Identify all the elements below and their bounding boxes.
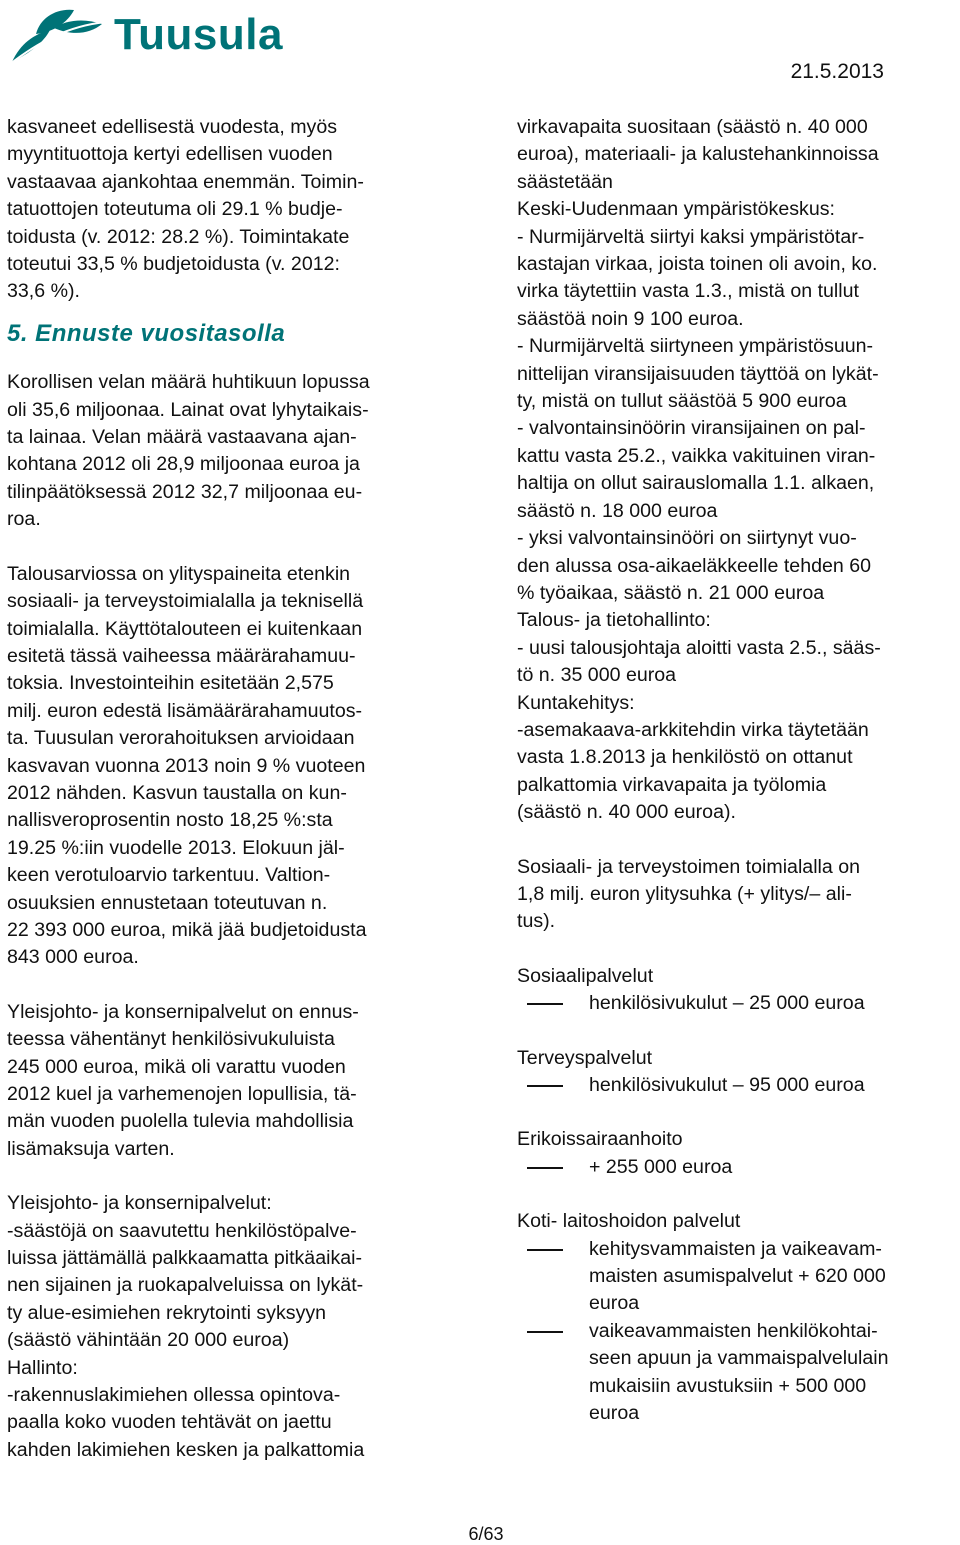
- text-line: Yleisjohto- ja konsernipalvelut on ennus-: [7, 1000, 359, 1023]
- text-line: luissa jättämällä palkkaamatta pitkäaikai-: [7, 1247, 363, 1270]
- text-line: ta. Tuusulan verorahoituksen arvioidaan: [7, 727, 355, 750]
- admin-forecast-paragraph: [7, 999, 449, 1163]
- text-line: Korollisen velan määrä huhtikuun lopussa: [7, 371, 370, 394]
- text-line: teessa vähentänyt henkilösivukuluista: [7, 1028, 335, 1051]
- text-line: Keski-Uudenmaan ympäristökeskus:: [517, 198, 835, 221]
- text-line: 1,8 milj. euron ylitysuhka (+ ylitys/– ali-: [517, 882, 852, 905]
- text-line: -säästöjä on saavutettu henkilöstöpalve-: [7, 1219, 357, 1242]
- page-header: [0, 0, 960, 100]
- text-line: sosiaali- ja terveystoimialalla ja teknisellä: [7, 590, 364, 613]
- text-line: kahden lakimiehen kesken ja palkattomia: [7, 1438, 365, 1461]
- text-line: nallisveroprosentin nosto 18,25 %:sta: [7, 809, 333, 832]
- dash-bullet-icon: [527, 1331, 563, 1333]
- text-line: Yleisjohto- ja konsernipalvelut:: [7, 1192, 272, 1215]
- text-line: Sosiaali- ja terveystoimen toimialalla on: [517, 855, 861, 878]
- section-title: Erikoissairaanhoito: [517, 1128, 683, 1151]
- text-line: vaikeavammaisten henkilökohtai-: [589, 1319, 878, 1342]
- text-line: -asemakaava-arkkitehdin virka täytetään: [517, 718, 869, 741]
- right-column: [517, 114, 953, 1427]
- dash-list-item: [517, 990, 953, 1017]
- text-line: euroa: [589, 1402, 640, 1425]
- text-line: Hallinto:: [7, 1356, 78, 1379]
- text-line: Kuntakehitys:: [517, 691, 635, 714]
- text-line: 843 000 euroa.: [7, 946, 139, 969]
- text-line: kastajan virkaa, joista toinen oli avoin, ko.: [517, 253, 878, 276]
- text-line: haltija on ollut sairauslomalla 1.1. alkaen,: [517, 472, 875, 495]
- budget-paragraph: [7, 561, 449, 972]
- dash-bullet-icon: [527, 1003, 563, 1005]
- text-line: Talous- ja tietohallinto:: [517, 609, 711, 632]
- page-number: 6/63: [468, 1524, 504, 1544]
- text-line: euroa), materiaali- ja kalustehankinnoissa: [517, 143, 879, 166]
- section-specialist-care: [517, 1126, 953, 1181]
- text-line: 245 000 euroa, mikä oli varattu vuoden: [7, 1055, 346, 1078]
- text-line: män vuoden puolella tulevia mahdollisia: [7, 1110, 354, 1133]
- text-line: kehitysvammaisten ja vaikeavam-: [589, 1237, 882, 1260]
- text-line: - Nurmijärveltä siirtyneen ympäristösuun-: [517, 335, 874, 358]
- text-line: virkavapaita suositaan (säästö n. 40 000: [517, 116, 868, 138]
- dash-bullet-icon: [527, 1249, 563, 1251]
- text-line: kattu vasta 25.2., vaikka vakituinen viran-: [517, 444, 876, 467]
- text-line: maisten asumispalvelut + 620 000: [589, 1265, 886, 1288]
- text-line: osuuksien ennustetaan toteutuvan n.: [7, 891, 328, 914]
- dash-bullet-icon: [527, 1167, 563, 1169]
- text-line: 2012 kuel ja varhemenojen lopullisia, tä-: [7, 1083, 357, 1105]
- text-line: ta lainaa. Velan määrä vastaavana ajan-: [7, 426, 357, 449]
- text-line: vastaavaa ajankohtaa enemmän. Toimin-: [7, 170, 364, 193]
- text-line: säästetään: [517, 170, 613, 193]
- overrun-paragraph: [517, 854, 953, 936]
- admin-savings-paragraph: [7, 1190, 449, 1464]
- text-line: Talousarviossa on ylityspaineita etenkin: [7, 562, 351, 585]
- section-title: Koti- laitoshoidon palvelut: [517, 1210, 741, 1233]
- text-line: myyntituottoja kertyi edellisen vuoden: [7, 143, 333, 166]
- section-title: Terveyspalvelut: [517, 1046, 653, 1069]
- text-line: virka täytettiin vasta 1.3., mistä on tullut: [517, 280, 859, 303]
- text-line: kasvavan vuonna 2013 noin 9 % vuoteen: [7, 754, 366, 777]
- document-date: 21.5.2013: [790, 60, 884, 83]
- section-heading: 5. Ennuste vuositasolla: [7, 319, 286, 347]
- section-social-services: [517, 963, 953, 1018]
- text-line: vasta 1.8.2013 ja henkilöstö on ottanut: [517, 746, 853, 769]
- text-line: esitetä tässä vaiheessa määrärahamuu-: [7, 644, 356, 667]
- text-line: 2012 nähden. Kasvun taustalla on kun-: [7, 781, 347, 804]
- text-line: ty, mistä on tullut säästöä 5 900 euroa: [517, 390, 847, 413]
- text-line: oli 35,6 miljoonaa. Lainat ovat lyhytaikais-: [7, 398, 369, 421]
- text-line: 19.25 %:iin vuodelle 2013. Elokuun jäl-: [7, 836, 345, 859]
- text-line: henkilösivukulut – 95 000 euroa: [589, 1074, 865, 1096]
- text-line: den alussa osa-aikaeläkkeelle tehden 60: [517, 554, 872, 577]
- text-line: kohtana 2012 oli 28,9 miljoonaa euroa ja: [7, 453, 360, 476]
- text-line: palkattomia virkavapaita ja työlomia: [517, 773, 827, 796]
- text-line: (säästö vähintään 20 000 euroa): [7, 1329, 290, 1352]
- tuusula-logo: [6, 4, 306, 64]
- text-line: toksia. Investointeihin esitetään 2,575: [7, 672, 334, 695]
- text-line: ty alue-esimiehen rekrytointi syksyyn: [7, 1301, 327, 1324]
- text-line: + 255 000 euroa: [589, 1155, 733, 1178]
- text-line: tatuottojen toteutuma oli 29.1 % budje-: [7, 198, 343, 221]
- text-line: milj. euron edestä lisämäärärahamuutos-: [7, 699, 363, 722]
- section-health-services: [517, 1045, 953, 1100]
- text-line: keen verotuloarvio tarkentuu. Valtion-: [7, 864, 331, 887]
- dash-list-item: [517, 1318, 953, 1428]
- text-line: paalla koko vuoden tehtävät on jaettu: [7, 1411, 332, 1434]
- text-line: nittelijan viransijaisuuden täyttöä on lykät-: [517, 362, 879, 385]
- leaf-icon: [6, 4, 116, 68]
- dash-bullet-icon: [527, 1085, 563, 1087]
- text-line: - uusi talousjohtaja aloitti vasta 2.5., sääs-: [517, 636, 881, 659]
- text-line: tus).: [517, 910, 556, 933]
- text-line: kasvaneet edellisestä vuodesta, myös: [7, 116, 338, 138]
- text-line: tilinpäätöksessä 2012 32,7 miljoonaa eu-: [7, 480, 363, 503]
- text-line: toteutui 33,5 % budjetoidusta (v. 2012:: [7, 253, 340, 276]
- dash-list-item: [517, 1072, 953, 1099]
- savings-paragraph: [517, 114, 953, 827]
- text-line: tö n. 35 000 euroa: [517, 664, 677, 687]
- text-line: % työaikaa, säästö n. 21 000 euroa: [517, 581, 825, 604]
- section-home-institutional-care: [517, 1208, 953, 1427]
- intro-paragraph: [7, 114, 449, 306]
- dash-list-item: [517, 1236, 953, 1318]
- text-line: lisämaksuja varten.: [7, 1137, 175, 1160]
- text-line: euroa: [589, 1292, 640, 1315]
- text-line: säästöä noin 9 100 euroa.: [517, 307, 744, 330]
- logo-wordmark: Tuusula: [114, 10, 283, 59]
- text-line: seen apuun ja vammaispalvelulain: [589, 1347, 889, 1370]
- text-line: -rakennuslakimiehen ollessa opintova-: [7, 1384, 341, 1407]
- text-line: toimialalla. Käyttötalouteen ei kuitenkaan: [7, 617, 363, 640]
- text-line: - Nurmijärveltä siirtyi kaksi ympäristötar-: [517, 225, 865, 248]
- page-footer: [0, 1524, 960, 1545]
- section-title: Sosiaalipalvelut: [517, 964, 654, 987]
- text-line: 33,6 %).: [7, 280, 80, 303]
- left-column: [7, 114, 449, 1464]
- text-line: toidusta (v. 2012: 28.2 %). Toimintakate: [7, 225, 350, 248]
- text-line: 22 393 000 euroa, mikä jää budjetoidusta: [7, 918, 367, 941]
- dash-list-item: [517, 1154, 953, 1181]
- text-line: - valvontainsinöörin viransijainen on pal-: [517, 417, 866, 440]
- text-line: - yksi valvontainsinööri on siirtynyt vuo-: [517, 527, 857, 550]
- text-line: (säästö n. 40 000 euroa).: [517, 801, 736, 824]
- debt-paragraph: [7, 369, 449, 533]
- text-line: nen sijainen ja ruokapalveluissa on lykät-: [7, 1274, 364, 1297]
- text-line: säästö n. 18 000 euroa: [517, 499, 718, 522]
- text-line: roa.: [7, 508, 41, 531]
- text-line: henkilösivukulut – 25 000 euroa: [589, 992, 865, 1015]
- text-line: mukaisiin avustuksiin + 500 000: [589, 1374, 867, 1397]
